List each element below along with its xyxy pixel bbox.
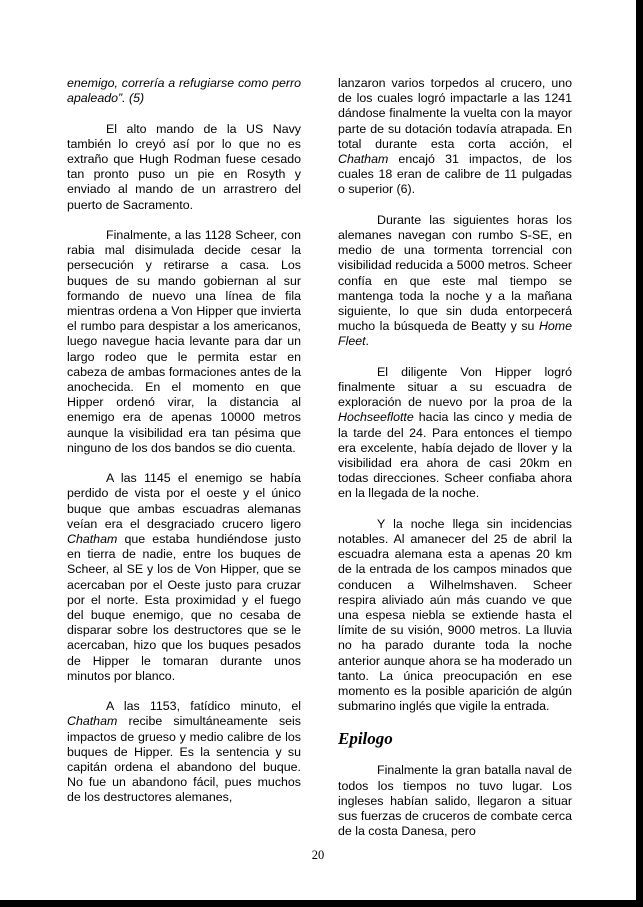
section-heading: Epilogo: [338, 729, 393, 749]
page-edge-right: [636, 0, 643, 907]
paragraph: [67, 471, 301, 684]
paragraph: enemigo, correría a refugiarse como perro apaleado”. (5): [67, 76, 301, 106]
text-run: hacia las cinco y media de la tarde del 24. Para entonces el tiempo era excelente, había dejado de llover y la visibilidad era ahora de casi 20km en todas direcciones. Scheer confiaba ahora en la llegada de la noche.: [338, 410, 572, 501]
right-column: [338, 76, 572, 840]
page-number: 20: [311, 848, 325, 862]
paragraph: [338, 76, 572, 198]
paragraph: Finalmente la gran batalla naval de todos los tiempos no tuvo lugar. Los ingleses habían salido, llegaron a situar sus fuerzas de cruceros de combate cerca de la costa Danesa, pero: [338, 763, 572, 839]
text-run: El diligente Von Hipper logró finalmente situar a su escuadra de exploración de nuevo por la proa de la: [338, 364, 572, 410]
ship-name-italic: Chatham: [67, 714, 118, 729]
paragraph: Finalmente, a las 1128 Scheer, con rabia mal disimulada decide cesar la persecución y retirarse a casa. Los buques de su mando gobiernan al sur formando de nuevo una línea de fila mientras ordena a Von Hipper que invierta el rumbo para despistar a los americanos, luego navegue hacia levante para dar un largo rodeo que le permita estar en cabeza de ambas formaciones antes de la anochecida. En el momento en que Hipper ordenó virar, la distancia al enemigo era de apenas 10000 metros aunque la visibilidad era tan pésima que ninguno de los dos bandos se dio cuenta.: [67, 228, 301, 455]
left-column: [67, 76, 301, 806]
text-run: que estaba hundiéndose justo en tierra de nadie, entre los buques de Scheer, al SE y los de Von Hipper, que se acercaban por el Oeste justo para cruzar por el norte. Esta proximidad y el fuego del buque enemigo, que no cesaba de disparar sobre los destructores que se le acercaban, hizo que los buques pesados de Hipper le tomaran durante unos minutos por blanco.: [67, 532, 301, 683]
fleet-name-italic: Hochseeflotte: [338, 410, 414, 425]
ship-name-italic: Chatham: [338, 152, 389, 167]
ship-name-italic: Chatham: [67, 532, 118, 547]
fleet-name-italic: Home Fleet: [338, 319, 572, 349]
paragraph: [67, 699, 301, 805]
text-run: A las 1153, fatídico minuto, el: [106, 699, 301, 714]
paragraph: El alto mando de la US Navy también lo creyó así por lo que no es extraño que Hugh Rodman fuese cesado tan pronto puso un pie en Rosyth y enviado al mando de un arrastrero del puerto de Sacramento.: [67, 121, 301, 212]
page-edge-bottom: [0, 900, 643, 907]
text-run: lanzaron varios torpedos al crucero, uno de los cuales logró impactarle a las 1241 dándose finalmente la vuelta con la mayor parte de su dotación todavía atrapada. En total durante esta corta acción, el: [338, 76, 572, 151]
text-run: Durante las siguientes horas los alemanes navegan con rumbo S-SE, en medio de una tormenta torrencial con visibilidad reducida a 5000 metros. Scheer confía en que este mal tiempo se mantenga toda la noche y a la mañana siguiente, lo que sin duda entorpecerá mucho la búsqueda de Beatty y su: [338, 212, 572, 334]
paragraph: Y la noche llega sin incidencias notables. Al amanecer del 25 de abril la escuadra alemana esta a apenas 20 km de la entrada de los campos minados que conducen a Wilhelmshaven. Scheer respira aliviado aún más cuando ve que una espesa niebla se extiende hasta el límite de su visión, 9000 metros. La lluvia no ha parado durante toda la noche anterior aunque ahora se ha moderado un tanto. La única preocupación en ese momento es la posible aparición de algún submarino inglés que vigile la entrada.: [338, 516, 572, 714]
paragraph: [338, 365, 572, 502]
text-run: recibe simultáneamente seis impactos de grueso y medio calibre de los buques de Hipper. Es la sentencia y su capitán ordena el abandono del buque. No fue un abandono fácil, pues muchos de los destructores alemanes,: [67, 714, 301, 805]
paragraph: [338, 213, 572, 350]
text-run: A las 1145 el enemigo se había perdido de vista por el oeste y el único buque que ambas escuadras alemanas veían era el desgraciado crucero ligero: [67, 471, 301, 531]
text-run: encajó 31 impactos, de los cuales 18 eran de calibre de 11 pulgadas o superior (6).: [338, 152, 572, 197]
text-run: .: [365, 334, 369, 349]
